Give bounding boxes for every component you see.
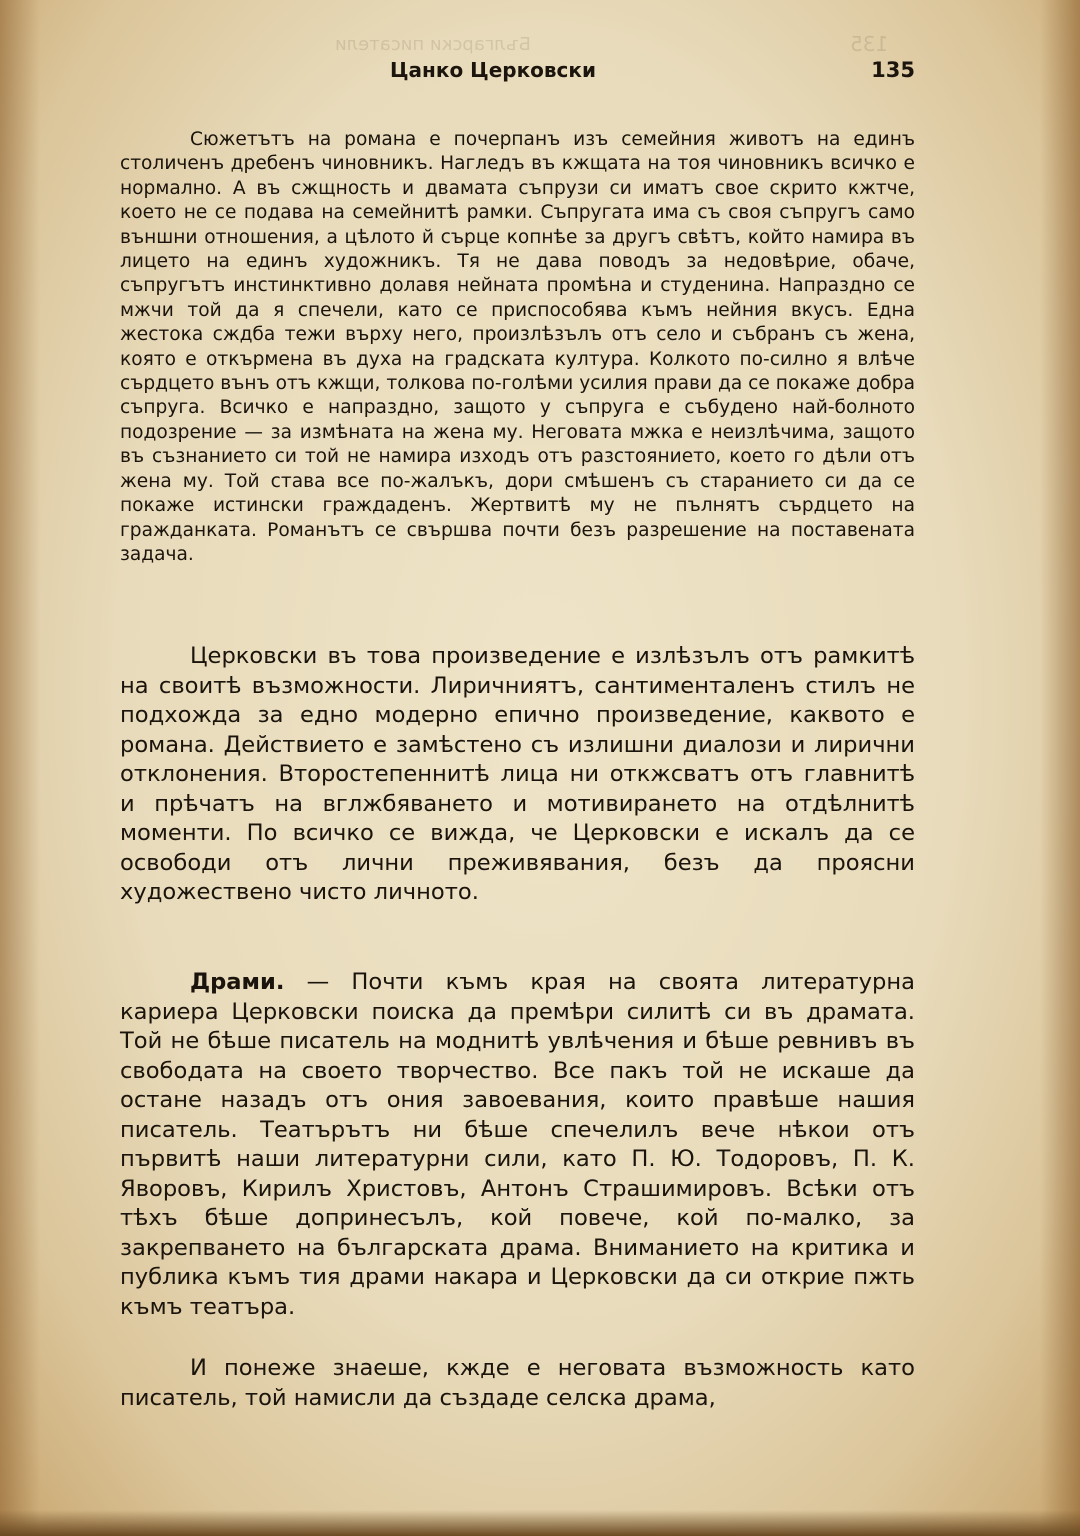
- paragraph-3-text: — Почти къмъ края на своята литературна кариера Церковски поиска да премѣри силитѣ си въ драмата. Той не бѣше писатель на моднитѣ увлѣчения и бѣше ревнивъ въ свободата на своето творчество. Все пакъ той не искаше да остане назадъ отъ ония завоевания, които правѣше нашия писатель. Театърътъ ни бѣше спечелилъ вече нѣкои отъ първитѣ наши литературни сили, като П. Ю. Тодоровъ, П. К. Яворовъ, Кирилъ Христовъ, Антонъ Страшимировъ. Всѣки отъ тѣхъ бѣше допринесълъ, кой повече, кой по-малко, за закрепването на българската драма. Вниманието на критика и публика къмъ тия драми накара и Церковски да си открие пжть къмъ театъра.: [120, 969, 915, 1320]
- page-edge-shadow-right: [1040, 0, 1080, 1536]
- paragraph-small-print: [120, 128, 915, 567]
- page-number: 135: [871, 58, 915, 82]
- paragraph-1: Сюжетътъ на романа е почерпанъ изъ семейния животъ на единъ столиченъ дребенъ чиновникъ. Нагледъ въ кжщата на тоя чиновникъ всичко е нормално. А въ сжщность и двамата съпрузи си иматъ свое скрито кжтче, което не се подава на семейнитѣ рамки. Съпругата има съ своя съпругъ само външни отношения, а цѣлото й сърце копнѣе за другъ свѣтъ, който намира въ лицето на единъ художникъ. Тя не дава поводъ за недовѣрие, обаче, съпругътъ инстинктивно долавя нейната промѣна и студенина. Напраздно се мжчи той да я спечели, като се приспособява къмъ нейния вкусъ. Една жестока сждба тежи върху него, произлѣзълъ отъ село и събранъ съ жена, която е откърмена въ духа на градската култура. Колкото по-силно я влѣче сърдцето вънъ отъ кжщи, толкова по-голѣми усилия прави да се покаже добра съпруга. Всичко е напраздно, защото у съпруга е събудено най-болното подозрение — за измѣната на жена му. Неговата мжка е неизлѣчима, защото въ съзнанието си той не намира изходъ отъ разстоянието, което го дѣли отъ жена му. Той става все по-жалъкъ, дори смѣшенъ съ старанието си да се покаже истински граждаденъ. Жертвитѣ му не пълнятъ сърдцето на гражданката. Романътъ се свършва почти безъ разрешение на поставената задача.: [120, 129, 915, 565]
- bleed-through-title: Български писатели: [335, 34, 531, 55]
- running-header: [120, 58, 915, 88]
- paragraph-2: Церковски въ това произведение е излѣзълъ отъ рамкитѣ на своитѣ възможности. Лиричниятъ, сантименталенъ стилъ не подхожда за едно модерно епично произведение, каквото е романа. Действието е замѣстено съ излишни диалози и лирични отклонения. Второстепеннитѣ лица ни откжсватъ отъ главнитѣ и прѣчатъ на вглжбяването и мотивирането на отдѣлнитѣ моменти. По всичко се вижда, че Церковски е искалъ да се освободи отъ лични преживявания, безъ да проясни художествено чисто личното.: [120, 643, 915, 905]
- paragraph-continuation: [120, 1354, 915, 1413]
- page-edge-shadow-bottom: [0, 1510, 1080, 1536]
- bleed-through-page-number: 135: [850, 32, 889, 56]
- paragraph-3: [120, 968, 915, 1322]
- page-edge-shadow-left: [0, 0, 40, 1536]
- paragraph-critique: [120, 642, 915, 908]
- paragraph-4: И понеже знаеше, кжде е неговата възможность като писатель, той намисли да създаде селска драма,: [120, 1355, 915, 1411]
- header-title: Цанко Церковски: [390, 58, 596, 82]
- section-drama: [120, 968, 915, 1322]
- section-heading-drama: Драми.: [190, 969, 285, 995]
